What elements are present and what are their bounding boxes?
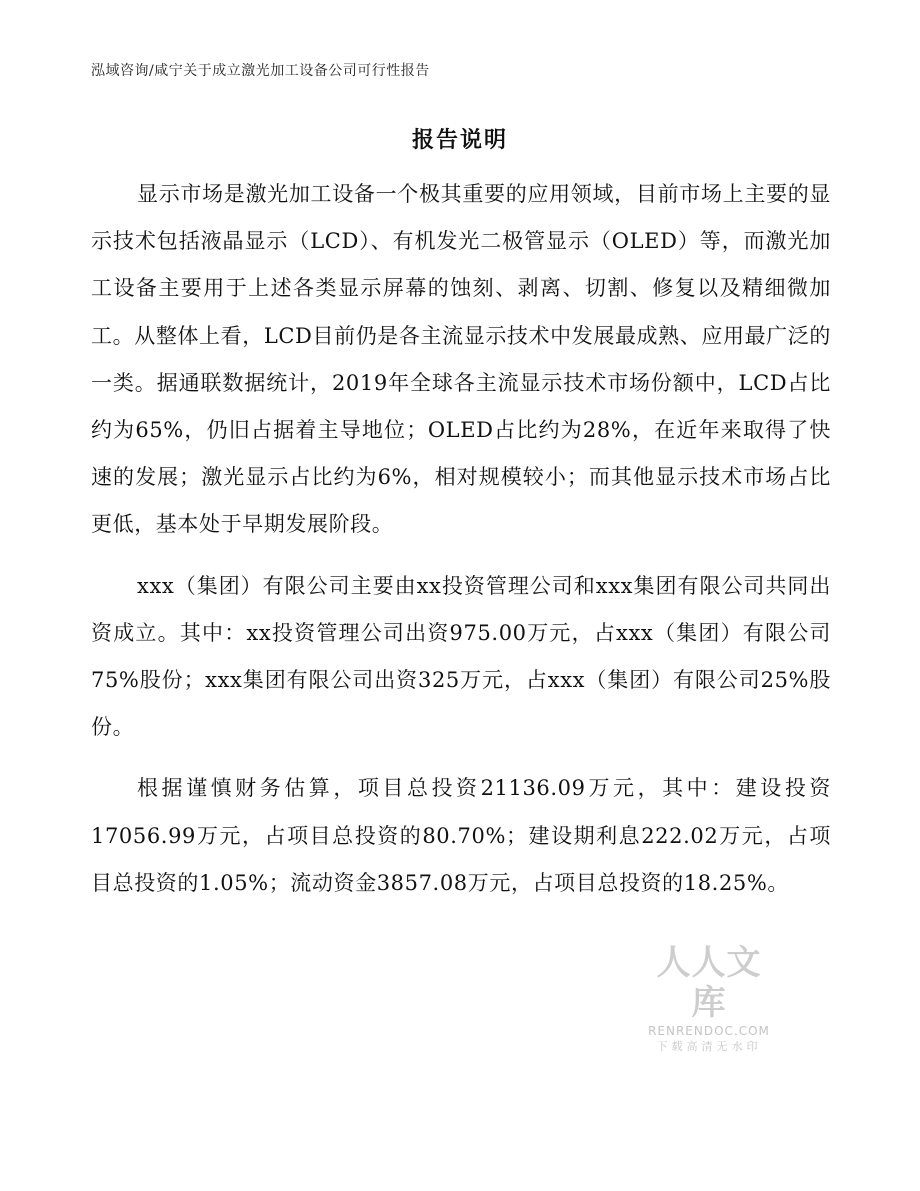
paragraph-display-market: 显示市场是激光加工设备一个极其重要的应用领域，目前市场上主要的显示技术包括液晶显示（LCD）、有机发光二极管显示（OLED）等，而激光加工设备主要用于上述各类显示屏幕的蚀刻、剥离、切割、修复以及精细微加工。从整体上看，LCD目前仍是各主流显示技术中发展最成熟、应用最广泛的一类。据通联数据统计，2019年全球各主流显示技术市场份额中，LCD占比约为65%，仍旧占据着主导地位；OLED占比约为28%，在近年来取得了快速的发展；激光显示占比约为6%，相对规模较小；而其他显示技术市场占比更低，基本处于早期发展阶段。: [91, 182, 831, 537]
running-header: 泓域咨询/咸宁关于成立激光加工设备公司可行性报告: [91, 63, 430, 79]
watermark-subtext: 下载高清无水印: [656, 1040, 762, 1053]
watermark-logo: [648, 943, 770, 1055]
page-title: 报告说明: [411, 127, 508, 153]
paragraph-investment-estimate: 根据谨慎财务估算，项目总投资21136.09万元，其中：建设投资17056.99万元，占项目总投资的80.70%；建设期利息222.02万元，占项目总投资的1.05%；流动资金3857.08万元，占项目总投资的18.25%。: [91, 776, 831, 895]
paragraph-company-shareholding: xxx（集团）有限公司主要由xx投资管理公司和xxx集团有限公司共同出资成立。其中：xx投资管理公司出资975.00万元，占xxx（集团）有限公司75%股份；xxx集团有限公司出资325万元，占xxx（集团）有限公司25%股份。: [91, 573, 831, 740]
body-text: [91, 171, 831, 907]
watermark-url: RENRENDOC.COM: [648, 1024, 770, 1038]
watermark-main-text: 人人文库: [656, 943, 762, 1023]
